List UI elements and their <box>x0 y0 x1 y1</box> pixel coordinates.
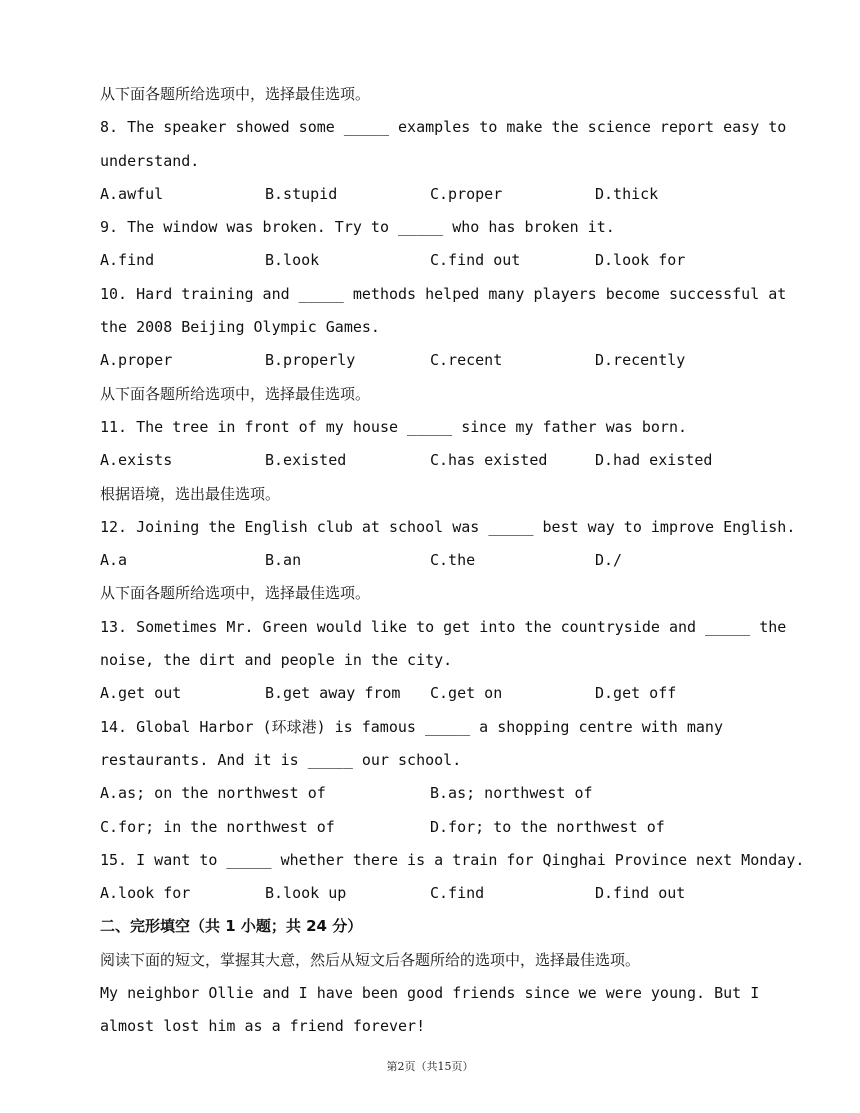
option-b: B.get away from <box>265 684 401 703</box>
option-b: B.look up <box>265 884 347 903</box>
instruction-text: 阅读下面的短文，掌握其大意，然后从短文后各题所给的选项中，选择最佳选项。 <box>100 950 641 969</box>
document-body <box>100 78 805 1044</box>
question-text: the 2008 Beijing Olympic Games. <box>100 318 380 337</box>
option-d: D.get off <box>595 684 677 703</box>
options-row <box>100 777 760 810</box>
option-a: A.proper <box>100 351 173 370</box>
option-a: A.look for <box>100 884 191 903</box>
question-text: 11. The tree in front of my house _____ since my father was born. <box>100 417 687 436</box>
option-d: D.thick <box>595 184 659 203</box>
option-a: A.exists <box>100 451 173 470</box>
question-text: noise, the dirt and people in the city. <box>100 651 453 670</box>
question-text: restaurants. And it is _____ our school. <box>100 750 462 769</box>
instruction-text: 从下面各题所给选项中，选择最佳选项。 <box>100 384 371 403</box>
question-text: 12. Joining the English club at school was _____ best way to improve English. <box>100 517 796 536</box>
option-c: C.get on <box>430 684 503 703</box>
question-text: 10. Hard training and _____ methods helped many players become successful at <box>100 284 787 303</box>
option-c: C.recent <box>430 351 503 370</box>
instruction-text: 从下面各题所给选项中，选择最佳选项。 <box>100 85 371 103</box>
option-c: C.find <box>430 884 485 903</box>
instruction-text: 从下面各题所给选项中，选择最佳选项。 <box>100 584 371 603</box>
options-row <box>100 344 760 377</box>
question-text: My neighbor Ollie and I have been good friends since we were young. But I <box>100 984 760 1003</box>
section-heading: 二、完形填空（共 1 小题；共 24 分） <box>100 917 363 936</box>
options-row <box>100 677 760 710</box>
option-d: D.find out <box>595 884 686 903</box>
option-a: A.get out <box>100 684 182 703</box>
options-row <box>100 811 760 844</box>
option-c: C.proper <box>430 184 503 203</box>
option-a: A.find <box>100 251 155 270</box>
option-c: C.find out <box>430 251 521 270</box>
options-row <box>100 544 760 577</box>
option-d: D./ <box>595 551 623 570</box>
options-row <box>100 877 760 910</box>
question-text: 14. Global Harbor (环球港) is famous _____ a shopping centre with many <box>100 717 723 736</box>
option-a: A.a <box>100 551 128 570</box>
options-row <box>100 178 760 211</box>
option-b: B.an <box>265 551 302 570</box>
question-text: almost lost him as a friend forever! <box>100 1017 426 1036</box>
option-c: C.has existed <box>430 451 548 470</box>
page-footer: 第2页（共15页） <box>386 1060 474 1073</box>
question-text: 13. Sometimes Mr. Green would like to get into the countryside and _____ the <box>100 617 787 636</box>
option-b: B.as; northwest of <box>430 784 593 803</box>
option-d: D.look for <box>595 251 686 270</box>
option-c: C.the <box>430 551 476 570</box>
option-d: D.recently <box>595 351 686 370</box>
option-a: A.as; on the northwest of <box>100 784 326 803</box>
option-b: B.stupid <box>265 184 338 203</box>
question-text: 15. I want to _____ whether there is a train for Qinghai Province next Monday. <box>100 850 805 869</box>
option-a: C.for; in the northwest of <box>100 817 335 836</box>
option-b: B.properly <box>265 351 356 370</box>
question-text: understand. <box>100 151 200 170</box>
option-b: D.for; to the northwest of <box>430 817 665 836</box>
instruction-text: 根据语境，选出最佳选项。 <box>100 484 281 503</box>
option-b: B.look <box>265 251 320 270</box>
question-text: 8. The speaker showed some _____ examples to make the science report easy to <box>100 118 787 137</box>
option-b: B.existed <box>265 451 347 470</box>
question-text: 9. The window was broken. Try to _____ who has broken it. <box>100 218 615 237</box>
options-row <box>100 244 760 277</box>
options-row <box>100 444 760 477</box>
option-a: A.awful <box>100 184 164 203</box>
option-d: D.had existed <box>595 451 713 470</box>
